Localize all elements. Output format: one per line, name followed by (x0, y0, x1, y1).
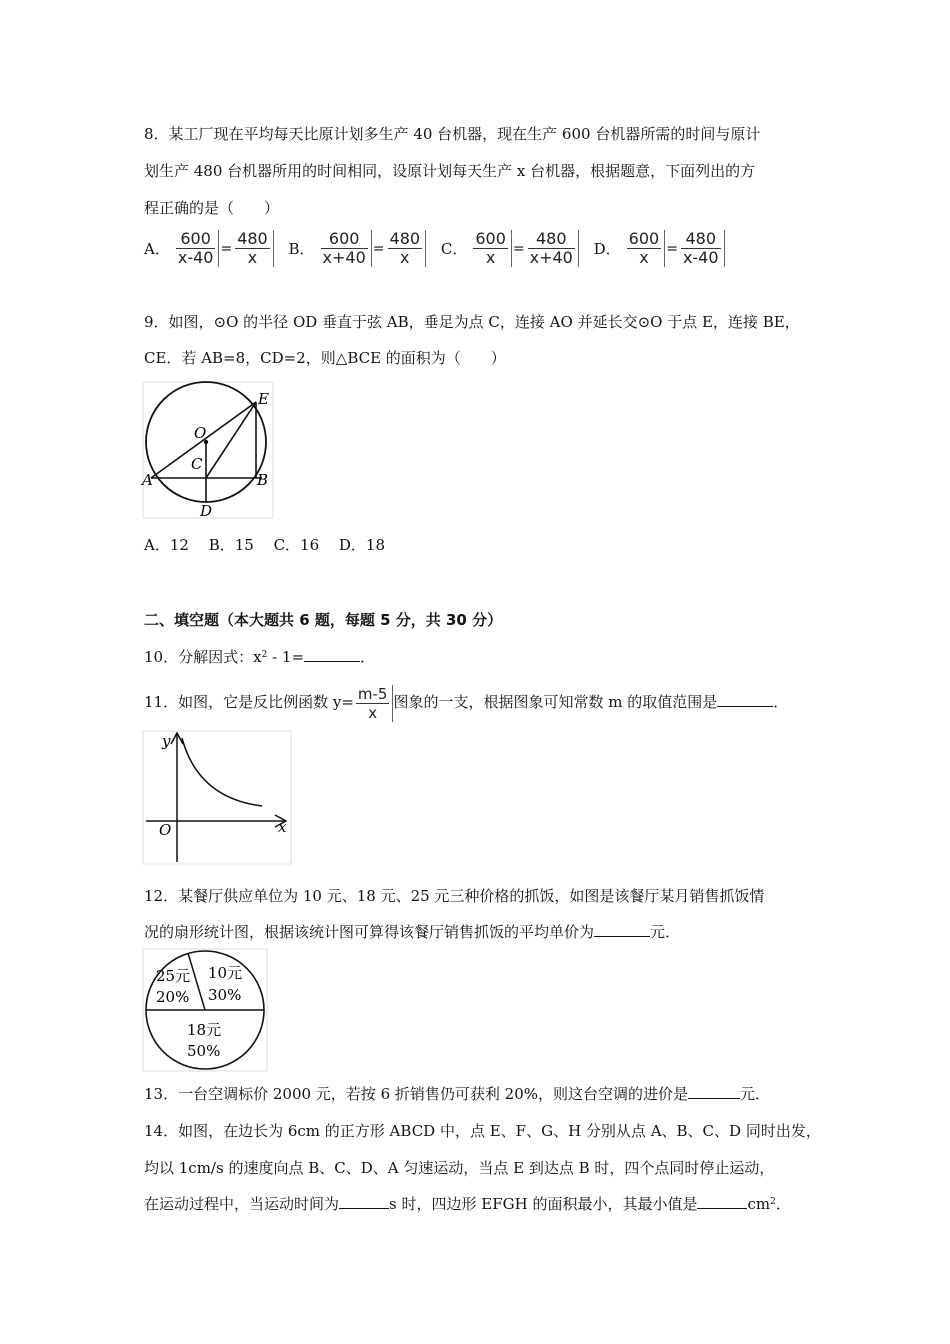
q14-text: 在运动过程中，当运动时间为 (144, 1195, 340, 1213)
q8-options (144, 230, 735, 267)
q12-line-1: 12．某餐厅供应单位为 10 元、18 元、25 元三种价格的抓饭，如图是该餐厅某月销售抓饭情 (144, 887, 765, 905)
pie-percent-50: 50% (187, 1042, 221, 1060)
q14-text-mid: s 时，四边形 EFGH 的面积最小，其最小值是 (389, 1195, 698, 1213)
label-e: E (258, 390, 269, 408)
option-label: B． (288, 239, 315, 258)
q9-line-1: 9．如图，⊙O 的半径 OD 垂直于弦 AB，垂足为点 C，连接 AO 并延长交⊙O 于点 E，连接 BE， (144, 313, 800, 331)
denominator: x (247, 248, 258, 267)
superscript: 2 (770, 1197, 776, 1207)
superscript: 2 (261, 650, 268, 660)
numerator: 600 (475, 229, 506, 248)
denominator: x+40 (529, 248, 573, 267)
equals-sign: = (512, 240, 525, 257)
fraction (233, 230, 274, 267)
q14-line-1: 14．如图，在边长为 6cm 的正方形 ABCD 中，点 E、F、G、H 分别从点 A、B、C、D 同时出发， (144, 1122, 821, 1140)
fraction (174, 230, 220, 267)
label-o: O (159, 821, 172, 839)
q11-line (144, 682, 788, 722)
q8-line-1: 8．某工厂现在平均每天比原计划多生产 40 台机器，现在生产 600 台机器所需的时间与原计 (144, 125, 761, 143)
equals-sign: = (666, 240, 678, 257)
label-b: B (257, 471, 269, 489)
q13-line (144, 1084, 770, 1104)
q12-answer-blank[interactable] (594, 922, 650, 937)
period: ． (775, 1195, 791, 1213)
denominator: x (368, 703, 378, 722)
q11-text: 11．如图，它是反比例函数 y= (144, 693, 354, 711)
q11-answer-blank[interactable] (717, 692, 773, 707)
denominator: x (639, 248, 649, 267)
pie-percent-20: 20% (156, 988, 190, 1006)
unit: cm (747, 1195, 771, 1213)
q12-line-2 (144, 922, 680, 942)
section-title: 二、填空题（本大题共 6 题，每题 5 分，共 30 分） (144, 611, 503, 629)
q10-text-after: - 1= (267, 648, 305, 666)
pie-chart-figure (140, 947, 270, 1073)
equals-sign: = (372, 240, 385, 257)
period: ． (360, 648, 376, 666)
fraction (471, 230, 512, 267)
q10-line (144, 647, 375, 667)
q10-answer-blank[interactable] (304, 647, 360, 662)
denominator: x (485, 248, 496, 267)
numerator: 600 (176, 230, 216, 249)
equals-sign: = (220, 240, 233, 257)
q14-line-2: 均以 1cm/s 的速度向点 B、C、D、A 匀速运动，当点 E 到达点 B 时，四个点同时停止运动， (144, 1159, 775, 1177)
pie-label-10: 10元 (208, 964, 243, 982)
q8-option-b[interactable] (289, 230, 427, 267)
q12-text: 况的扇形统计图，根据该统计图可算得该餐厅销售抓饭的平均单价为 (144, 923, 595, 941)
fraction (319, 230, 372, 267)
q11-text-after: 图象的一支，根据图象可知常数 m 的取值范围是 (393, 693, 718, 711)
label-x: x (278, 818, 287, 836)
q9-line-2: CE．若 AB=8，CD=2，则△BCE 的面积为（ ） (144, 349, 506, 367)
fraction (526, 230, 579, 267)
q8-option-a[interactable] (144, 230, 274, 267)
numerator: m-5 (357, 684, 388, 703)
q8-option-c[interactable] (441, 230, 579, 267)
pie-label-25: 25元 (156, 967, 191, 985)
numerator: 480 (681, 230, 721, 249)
label-d: D (200, 502, 213, 520)
option-label: D． (593, 239, 621, 258)
q14-time-blank[interactable] (339, 1194, 389, 1209)
q13-text: 13．一台空调标价 2000 元，若按 6 折销售仍可获利 20%，则这台空调的进价是 (144, 1085, 688, 1103)
q13-answer-blank[interactable] (688, 1084, 740, 1099)
q14-area-blank[interactable] (697, 1194, 747, 1209)
label-y: y (162, 732, 171, 750)
circle-figure (140, 380, 276, 522)
option-label: A． (144, 239, 170, 258)
numerator: 480 (528, 230, 575, 249)
numerator: 480 (237, 229, 268, 248)
label-c: C (191, 455, 203, 473)
q14-line-3 (144, 1194, 791, 1214)
denominator: x+40 (322, 248, 366, 267)
hyperbola-figure (140, 728, 295, 868)
denominator: x-40 (682, 248, 719, 267)
q12-text-after: 元． (650, 923, 681, 941)
q8-line-2: 划生产 480 台机器所用的时间相同，设原计划每天生产 x 台机器，根据题意，下面列出的方 (144, 162, 756, 180)
q8-line-3: 程正确的是（ ） (144, 199, 280, 217)
fraction (386, 230, 427, 267)
fraction (354, 685, 394, 722)
numerator: 480 (389, 229, 421, 248)
period: ． (773, 693, 789, 711)
q13-text-after: 元． (740, 1085, 771, 1103)
fraction (625, 230, 666, 267)
pie-percent-30: 30% (208, 986, 242, 1004)
q9-options: A．12 B．15 C．16 D．18 (144, 536, 386, 554)
pie-label-18: 18元 (187, 1021, 222, 1039)
denominator: x (400, 248, 410, 267)
label-a: A (142, 471, 153, 489)
q10-text: 10．分解因式：x (144, 648, 262, 666)
option-label: C． (440, 239, 468, 258)
q8-option-d[interactable] (594, 230, 725, 267)
numerator: 600 (628, 229, 660, 248)
denominator: x-40 (177, 248, 214, 267)
fraction (679, 230, 725, 267)
label-o: O (194, 424, 207, 442)
numerator: 600 (321, 230, 368, 249)
